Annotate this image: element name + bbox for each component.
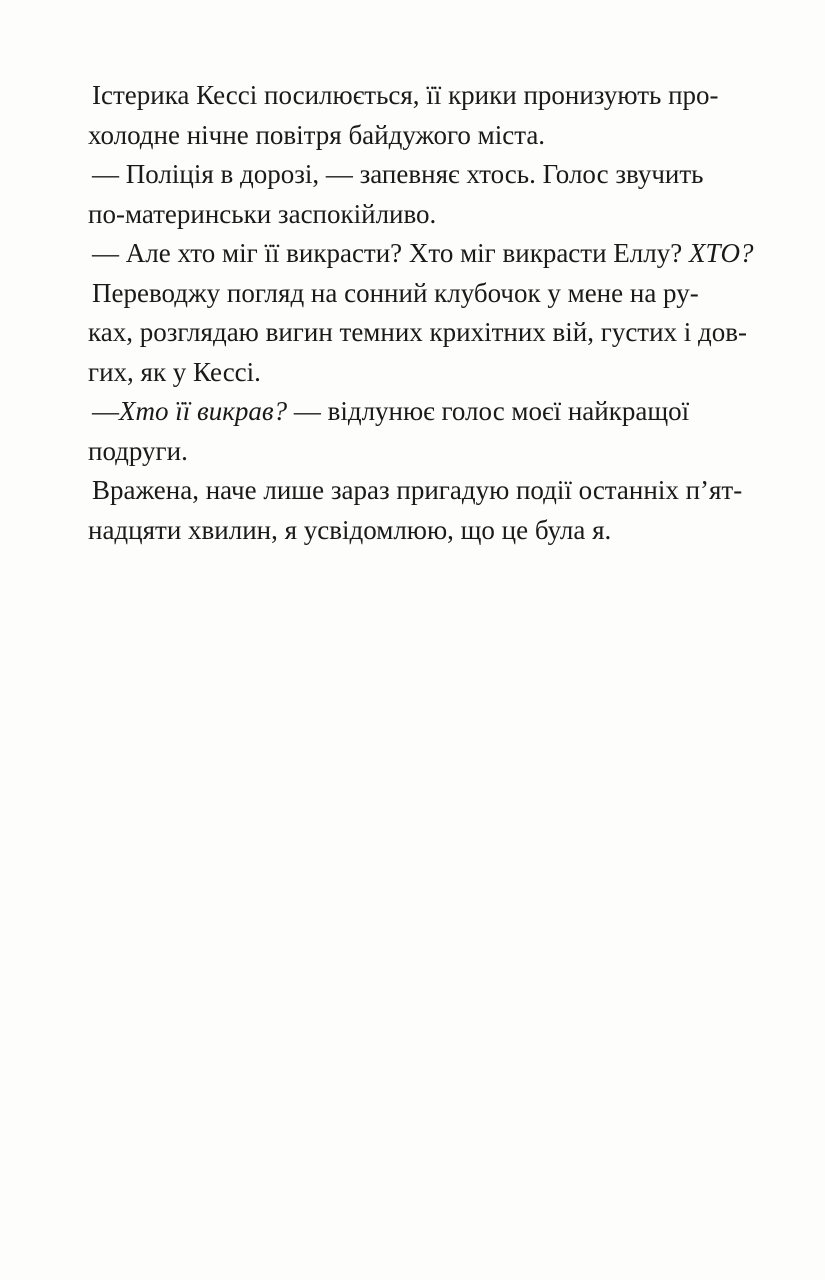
paragraph-1 — [88, 76, 720, 155]
paragraph-6 — [88, 471, 743, 550]
text-line — [88, 392, 720, 432]
text-line-rest: — відлунює голос моєї найкращої — [287, 396, 690, 426]
text-line — [88, 234, 754, 274]
text-line: Вражена, наче лише зараз пригадую події останніх п’ят- — [92, 475, 743, 505]
text-line: Переводжу погляд на сонний клубочок у мене на ру- — [92, 277, 699, 308]
text-line: по-материнськи заспокійливо. — [88, 198, 437, 229]
text-line: ках, розглядаю вигин темних крихітних вій, густих і дов- — [88, 317, 748, 347]
text-line: — Поліція в дорозі, — запевняє хтось. Голос звучить — [92, 159, 704, 189]
paragraph-3 — [88, 234, 754, 274]
text-line-plain: — Але хто міг її викрасти? Хто міг викрасти Еллу? — [92, 238, 689, 268]
text-line: надцяти хвилин, я усвідомлюю, що це була я. — [88, 514, 612, 545]
emphasis-text: Хто її викрав? — [119, 396, 288, 426]
text-line: подруги. — [88, 435, 188, 466]
paragraph-5 — [88, 392, 720, 471]
paragraph-4 — [88, 274, 748, 393]
dash-prefix: — — [92, 396, 119, 426]
text-line: гих, як у Кессі. — [88, 356, 261, 387]
emphasis-text: ХТО? — [688, 238, 754, 268]
body-text — [88, 76, 754, 550]
paragraph-2 — [88, 155, 720, 234]
text-line: Істерика Кессі посилюється, її крики пронизують про- — [92, 80, 719, 110]
text-line: холодне нічне повітря байдужого міста. — [88, 119, 546, 150]
